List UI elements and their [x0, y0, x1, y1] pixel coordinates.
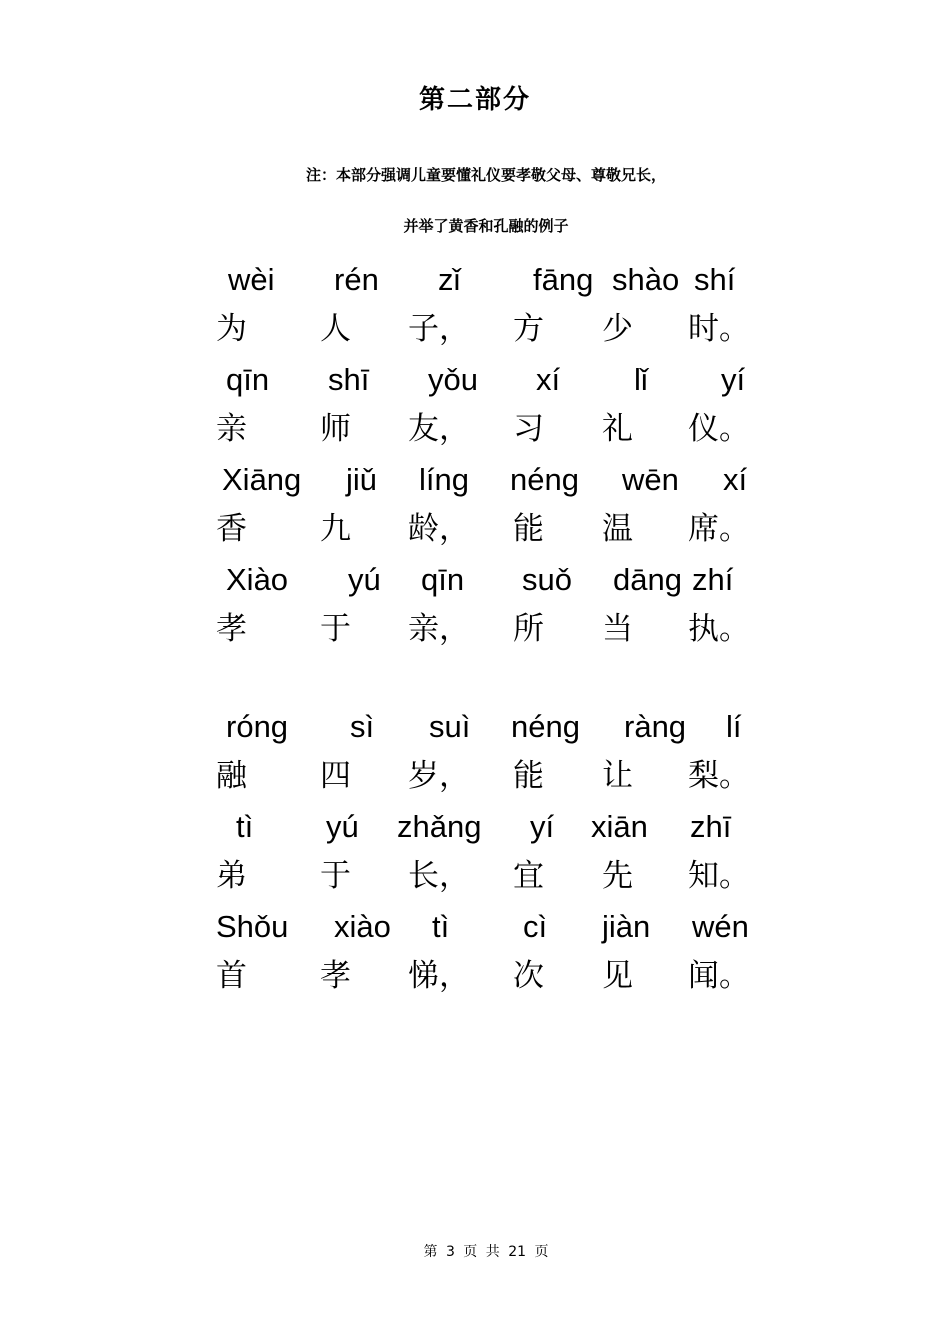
hanzi-character: 见 — [602, 958, 633, 994]
hanzi-character: 方 — [513, 311, 544, 347]
pinyin-row — [216, 258, 776, 302]
hanzi-character: 孝 — [320, 958, 351, 994]
pinyin-syllable: lǐ — [634, 362, 648, 397]
pinyin-syllable: ràng — [624, 709, 687, 744]
hanzi-row — [216, 507, 776, 551]
hanzi-character: 龄， — [408, 511, 470, 547]
hanzi-row — [216, 954, 776, 998]
pinyin-syllable: róng — [226, 709, 289, 744]
pinyin-syllable: tì — [236, 809, 254, 844]
pinyin-syllable: wēn — [622, 462, 679, 497]
hanzi-character: 所 — [513, 611, 544, 647]
pinyin-syllable: néng — [511, 709, 580, 744]
pinyin-syllable: Xiāng — [222, 462, 302, 497]
hanzi-character: 亲， — [408, 611, 470, 647]
pinyin-syllable: wén — [692, 909, 749, 944]
hanzi-character: 当 — [602, 611, 633, 647]
note-line-1: 注：本部分强调儿童要懂礼仪要孝敬父母、尊敬兄长， — [305, 166, 666, 184]
pinyin-syllable: jiǔ — [346, 462, 378, 497]
pinyin-syllable: dāng — [613, 562, 682, 597]
hanzi-row — [216, 307, 776, 351]
pinyin-syllable: zhī — [690, 809, 732, 844]
hanzi-character: 梨。 — [688, 758, 750, 794]
pinyin-syllable: yí — [721, 362, 746, 397]
hanzi-character: 友， — [408, 411, 470, 447]
hanzi-character: 知。 — [688, 858, 750, 894]
pinyin-row — [216, 558, 776, 602]
hanzi-character: 让 — [602, 758, 633, 794]
pinyin-syllable: Shǒu — [216, 909, 289, 944]
pinyin-syllable: suǒ — [522, 562, 572, 597]
hanzi-character: 子， — [408, 311, 470, 347]
hanzi-character: 习 — [513, 411, 544, 447]
pinyin-syllable: qīn — [421, 562, 465, 597]
pinyin-syllable: yú — [348, 562, 381, 597]
hanzi-character: 礼 — [602, 411, 633, 447]
pinyin-syllable: xiào — [334, 909, 391, 944]
hanzi-row — [216, 607, 776, 651]
hanzi-character: 执。 — [688, 611, 750, 647]
pinyin-syllable: tì — [432, 909, 450, 944]
hanzi-character: 弟 — [216, 858, 247, 894]
hanzi-character: 次 — [513, 958, 544, 994]
hanzi-character: 能 — [513, 758, 544, 794]
pinyin-syllable: líng — [419, 462, 469, 497]
pinyin-syllable: shí — [694, 262, 736, 297]
hanzi-character: 亲 — [216, 411, 247, 447]
hanzi-row — [216, 754, 776, 798]
hanzi-character: 仪。 — [688, 411, 750, 447]
pinyin-syllable: jiàn — [602, 909, 651, 944]
pinyin-syllable: shào — [612, 262, 680, 297]
pinyin-syllable: zǐ — [438, 262, 461, 297]
hanzi-character: 首 — [216, 958, 247, 994]
hanzi-character: 闻。 — [688, 958, 750, 994]
pinyin-syllable: zhí — [692, 562, 734, 597]
note-line-2: 并举了黄香和孔融的例子 — [403, 217, 569, 235]
pinyin-syllable: xiān — [591, 809, 648, 844]
hanzi-character: 能 — [513, 511, 544, 547]
pinyin-syllable: Xiào — [226, 562, 289, 597]
hanzi-character: 香 — [216, 511, 247, 547]
hanzi-character: 于 — [320, 611, 351, 647]
pinyin-row — [216, 805, 776, 849]
pinyin-syllable: suì — [429, 709, 471, 744]
hanzi-character: 人 — [320, 311, 351, 347]
hanzi-row — [216, 407, 776, 451]
hanzi-character: 席。 — [688, 511, 750, 547]
hanzi-character: 为 — [216, 311, 247, 347]
pinyin-syllable: néng — [510, 462, 579, 497]
pinyin-row — [216, 458, 776, 502]
hanzi-character: 孝 — [216, 611, 247, 647]
hanzi-character: 悌， — [408, 958, 470, 994]
pinyin-syllable: fāng — [533, 262, 594, 297]
hanzi-character: 时。 — [688, 311, 750, 347]
page-footer: 第 3 页 共 21 页 — [423, 1244, 549, 1260]
pinyin-syllable: xí — [723, 462, 748, 497]
hanzi-character: 融 — [216, 758, 247, 794]
page-title: 第二部分 — [418, 85, 531, 115]
pinyin-syllable: rén — [334, 262, 379, 297]
pinyin-syllable: shī — [328, 362, 370, 397]
pinyin-row — [216, 705, 776, 749]
pinyin-syllable: lí — [726, 709, 742, 744]
hanzi-character: 先 — [602, 858, 633, 894]
pinyin-syllable: wèi — [228, 262, 275, 297]
pinyin-row — [216, 358, 776, 402]
pinyin-syllable: yǒu — [428, 362, 478, 397]
hanzi-character: 少 — [602, 311, 633, 347]
pinyin-syllable: zhǎng — [397, 809, 482, 844]
hanzi-character: 温 — [602, 511, 633, 547]
pinyin-row — [216, 905, 776, 949]
hanzi-character: 长， — [408, 858, 470, 894]
pinyin-syllable: sì — [350, 709, 375, 744]
hanzi-character: 宜 — [513, 858, 544, 894]
hanzi-character: 四 — [320, 758, 351, 794]
hanzi-character: 九 — [320, 511, 351, 547]
pinyin-syllable: yí — [530, 809, 555, 844]
pinyin-syllable: cì — [523, 909, 548, 944]
pinyin-syllable: xí — [536, 362, 561, 397]
hanzi-row — [216, 854, 776, 898]
hanzi-character: 岁， — [408, 758, 470, 794]
hanzi-character: 于 — [320, 858, 351, 894]
hanzi-character: 师 — [320, 411, 351, 447]
pinyin-syllable: qīn — [226, 362, 270, 397]
pinyin-syllable: yú — [326, 809, 359, 844]
